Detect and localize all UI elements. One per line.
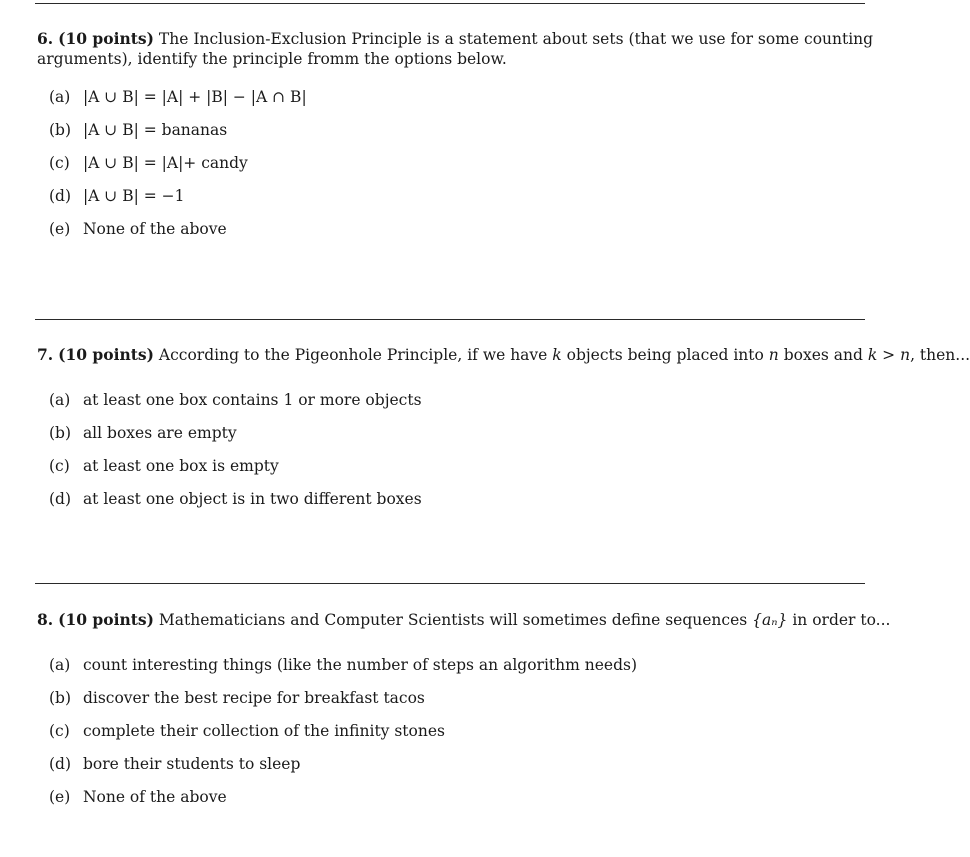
question-points: (10 points)	[58, 345, 154, 364]
option-text: |A ∪ B| = |A|+ candy	[82, 154, 248, 172]
option-text: at least one box is empty	[82, 457, 279, 475]
option-d[interactable]	[49, 186, 916, 219]
variable-k: k	[552, 346, 562, 364]
option-e[interactable]	[49, 787, 916, 820]
question-8-options	[37, 655, 916, 820]
option-a[interactable]	[49, 390, 916, 423]
variable-k: k	[867, 346, 878, 364]
option-text: |A ∪ B| = |A| + |B| − |A ∩ B|	[82, 88, 307, 106]
question-stem-part: , then...	[910, 346, 970, 364]
question-stem-part: boxes and	[778, 346, 868, 364]
question-7-header	[37, 345, 970, 365]
question-6-options	[37, 87, 916, 252]
option-label: (d)	[49, 187, 72, 205]
option-c[interactable]	[49, 721, 916, 754]
option-text: |A ∪ B| = −1	[82, 187, 185, 205]
option-b[interactable]	[49, 688, 916, 721]
question-stem-part: >	[877, 346, 901, 364]
option-d[interactable]	[49, 489, 916, 522]
question-8	[37, 610, 916, 820]
option-text: discover the best recipe for breakfast tacos	[82, 689, 425, 707]
option-a[interactable]	[49, 655, 916, 688]
option-label: (e)	[49, 220, 71, 238]
option-label: (b)	[49, 689, 72, 707]
option-label: (e)	[49, 788, 71, 806]
option-label: (d)	[49, 490, 72, 508]
question-stem: The Inclusion-Exclusion Principle is a statement about sets (that we use for some counting arguments), identify the principle fromm the options below.	[37, 30, 874, 68]
question-stem-part: According to the Pigeonhole Principle, if we have	[153, 346, 553, 364]
option-label: (d)	[49, 755, 72, 773]
question-8-header	[37, 610, 916, 630]
option-text: count interesting things (like the number of steps an algorithm needs)	[82, 656, 637, 674]
question-number: 8.	[37, 610, 54, 629]
option-a[interactable]	[49, 87, 916, 120]
option-text: at least one box contains 1 or more objects	[82, 391, 422, 409]
question-number: 6.	[37, 29, 54, 48]
option-label: (c)	[49, 722, 70, 740]
option-c[interactable]	[49, 456, 916, 489]
top-divider	[35, 3, 865, 4]
option-b[interactable]	[49, 120, 916, 153]
question-points: (10 points)	[58, 29, 154, 48]
option-text: None of the above	[82, 220, 227, 238]
question-7	[37, 345, 970, 522]
option-d[interactable]	[49, 754, 916, 787]
option-text: bore their students to sleep	[82, 755, 301, 773]
option-c[interactable]	[49, 153, 916, 186]
option-label: (c)	[49, 457, 70, 475]
option-text: at least one object is in two different boxes	[82, 490, 422, 508]
option-text: None of the above	[82, 788, 227, 806]
variable-n: n	[768, 346, 779, 364]
option-text: |A ∪ B| = bananas	[82, 121, 228, 139]
option-label: (b)	[49, 121, 72, 139]
option-text: all boxes are empty	[82, 424, 237, 442]
divider-q7-q8	[35, 583, 865, 584]
divider-q6-q7	[35, 319, 865, 320]
option-label: (a)	[49, 391, 71, 409]
option-label: (c)	[49, 154, 70, 172]
sequence-notation: {aₙ}	[752, 611, 788, 629]
variable-n: n	[900, 346, 911, 364]
question-6	[37, 29, 916, 252]
question-6-header	[37, 29, 916, 69]
question-points: (10 points)	[58, 610, 154, 629]
option-b[interactable]	[49, 423, 916, 456]
option-label: (a)	[49, 656, 71, 674]
question-7-options	[37, 390, 916, 522]
question-stem-part: Mathematicians and Computer Scientists will sometimes define sequences	[153, 611, 753, 629]
question-number: 7.	[37, 345, 54, 364]
option-text: complete their collection of the infinity stones	[82, 722, 445, 740]
option-e[interactable]	[49, 219, 916, 252]
option-label: (a)	[49, 88, 71, 106]
option-label: (b)	[49, 424, 72, 442]
question-stem-part: objects being placed into	[561, 346, 769, 364]
question-stem-part: in order to...	[787, 611, 891, 629]
